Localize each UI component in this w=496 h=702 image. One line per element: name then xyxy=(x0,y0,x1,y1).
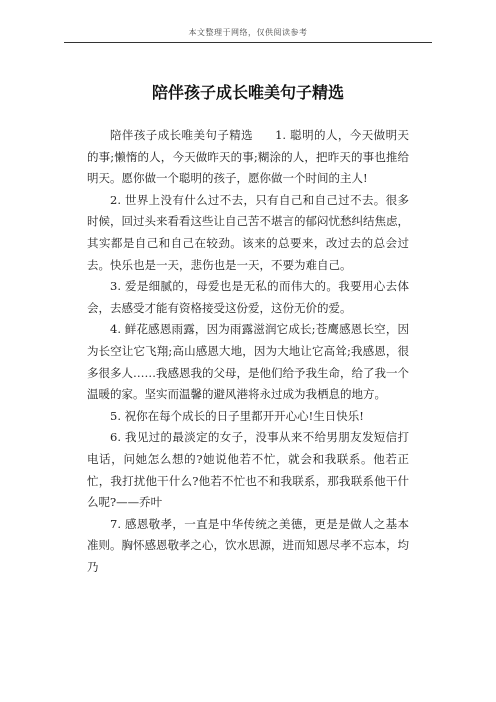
paragraph-2: 2. 世界上没有什么过不去，只有自己和自己过不去。很多时候，回过头来看看这些让自己苦不堪言的郁闷忧愁纠结焦虑，其实都是自己和自己在较劲。该来的总要来，改过去的总会过去。快乐也是一天，悲伤也是一天，不要为难自己。 xyxy=(87,192,409,272)
header-divider xyxy=(64,42,432,43)
intro-text: 陪伴孩子成长唯美句子精选 xyxy=(110,128,254,142)
header-note: 本文整理于网络，仅供阅读参考 xyxy=(188,28,308,37)
paragraph-text: 1. 聪明的人，今天做明天的事;懒惰的人，今天做昨天的事;糊涂的人，把昨天的事也推给明天。愿你做一个聪明的孩子，愿你做一个时间的主人! xyxy=(87,128,409,186)
paragraph-5: 5. 祝你在每个成长的日子里都开开心心!生日快乐! xyxy=(110,408,364,423)
document-title: 陪伴孩子成长唯美句子精选 xyxy=(151,83,344,102)
paragraph-4: 4. 鲜花感恩雨露，因为雨露滋润它成长;苍鹰感恩长空，因为长空让它飞翔;高山感恩大地，因为大地让它高耸;我感恩，很多很多人……我感恩我的父母，是他们给予我生命，给了我一个温暖的家。坚实而温馨的避风港将永过成为我栖息的地方。 xyxy=(87,322,409,402)
paragraph-3: 3. 爱是细腻的，母爱也是无私的而伟大的。我要用心去体会，去感受才能有资格接受这份爱，这份无价的爱。 xyxy=(87,279,409,315)
paragraph-1 xyxy=(87,125,409,190)
paragraph-7: 7. 感恩敬孝，一直是中华传统之美德，更是是做人之基本准则。胸怀感恩敬孝之心，饮水思源，进而知恩尽孝不忘本，均乃 xyxy=(87,516,409,574)
document-body xyxy=(87,125,409,578)
paragraph-6: 6. 我见过的最淡定的女子，没事从来不给男朋友发短信打电话，问她怎么想的?她说他若不忙，就会和我联系。他若正忙，我打扰他干什么?他若不忙也不和我联系，那我联系他干什么呢?——乔叶 xyxy=(87,430,409,510)
